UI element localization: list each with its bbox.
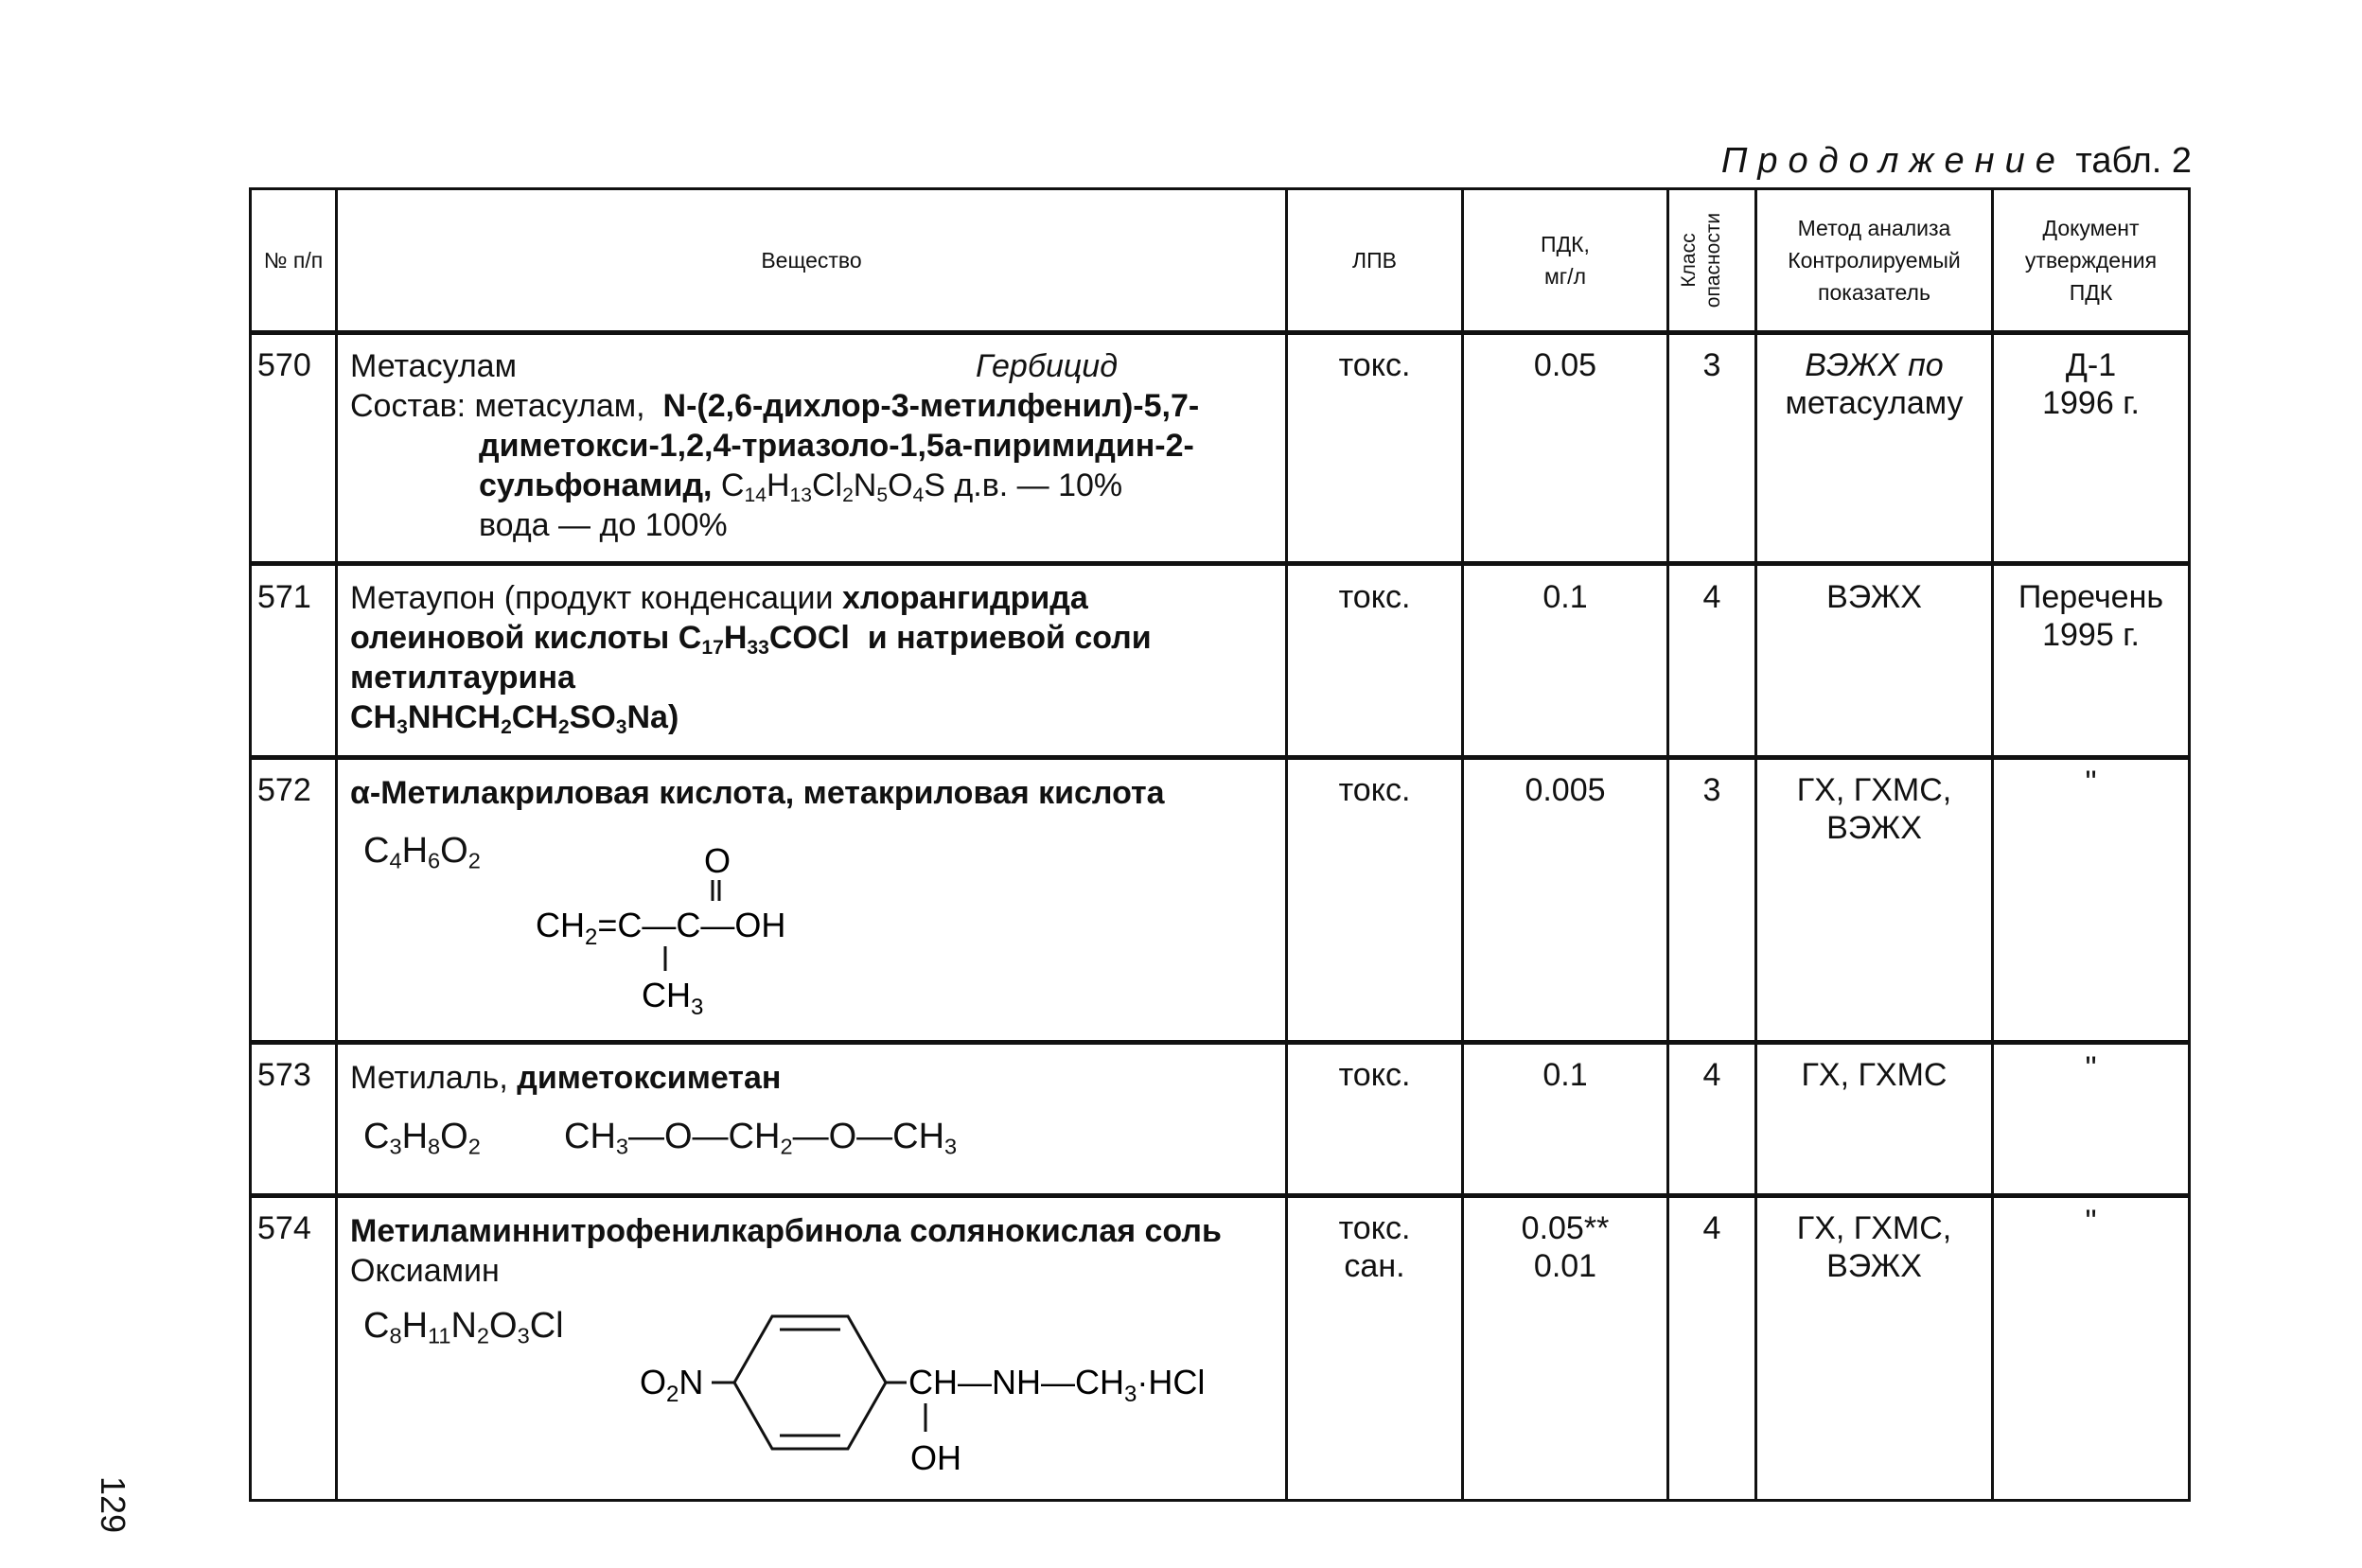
row-573-pdk: 0.1 [1542,1057,1588,1093]
row-571-formula1: $C_{17}H_{33}COCl$ [678,620,850,659]
row-570-composition-bold1: N-(2,6-дихлор-3-метилфенил)-5,7- [662,388,1200,424]
row-573-class: 4 [1702,1057,1721,1093]
row-574-alias: Оксиамин [350,1253,500,1289]
row-571-doc-line1: Перечень [2018,579,2164,615]
row-573-name-bold: диметоксиметан [517,1060,782,1096]
row-574-structure-oh: OH [910,1438,961,1477]
row-570-formula-tail: д.в. — 10% [954,467,1123,503]
row-571-class: 4 [1702,579,1721,615]
row-570-formula: $C_{14}H_{13}Cl_2N_5O_4S$ [720,467,945,506]
data-table [249,187,2191,1502]
row-571-lpv: токс. [1338,579,1411,615]
header-method-line1: Метод анализа [1797,216,1951,240]
header-doc-line3: ПДК [2069,280,2113,305]
header-substance: Вещество [761,248,862,273]
row-574-name: Метиламиннитрофенилкарбинола солянокислая соль [350,1213,1222,1249]
row-573-method: ГХ, ГХМС [1801,1057,1948,1093]
row-574-class: 4 [1702,1210,1721,1246]
row-570-doc [1994,346,2188,422]
row-573-substance [350,1058,1278,1098]
header-num: № п/п [263,248,324,273]
row-574-lpv [1288,1209,1461,1285]
row-570-substance [350,346,1278,545]
col-divider [1461,190,1464,1499]
row-570-composition-bold3: сульфонамид, [479,467,713,503]
row-572-method [1757,771,1991,847]
row-571-formula2: $CH_3NHCH_2CH_2SO_3Na$) [350,699,679,738]
row-570-method [1757,346,1991,422]
row-574-pdk-line1: 0.05** [1521,1210,1610,1246]
row-570-num: 570 [257,347,311,383]
caption-continuation: Продолжение [1720,141,2066,181]
row-571-name-line2-bold: олеиновой кислоты [350,620,670,656]
row-570-class: 3 [1702,347,1721,383]
row-571-name-line3: метилтаурина [350,660,575,696]
row-571-name-line1-bold: хлорангидрида [841,580,1088,616]
col-divider [335,190,338,1499]
row-574-pdk-line2: 0.01 [1533,1248,1597,1284]
row-571-substance [350,578,1278,737]
row-570-water: вода — до 100% [479,507,728,543]
table-caption [1684,140,2192,182]
row-571-doc-line2: 1995 г. [2042,617,2140,653]
row-574-doc: " [2085,1204,2097,1240]
row-574-structure-right: $CH—NH—CH_3\cdot HCl$ [908,1363,1206,1407]
row-570-composition-label: Состав: метасулам, [350,388,645,424]
row-570-pdk: 0.05 [1533,347,1597,383]
row-572-doc: " [2085,765,2097,801]
row-573-structure: $CH_3—O—CH_2—O—CH_3$ [564,1117,958,1159]
header-lpv: ЛПВ [1352,248,1397,273]
header-class-line1: Класс [1678,233,1700,288]
header-doc-line1: Документ [2042,216,2140,240]
row-572-name: α-Метилакриловая кислота, метакриловая кислота [350,775,1165,811]
row-573-lpv: токс. [1338,1057,1411,1093]
header-method [1757,190,1991,330]
row-573-formula: $C_3H_8O_2$ [363,1117,481,1159]
row-574-method-line2: ВЭЖХ [1826,1248,1922,1284]
row-571-name-line2-tail: и натриевой соли [867,620,1152,656]
row-574-lpv-line1: токс. [1338,1210,1411,1246]
row-divider [252,561,2188,566]
header-pdk-line2: мг/л [1543,264,1586,289]
row-572-structure-chain: $CH_2=C—C—OH$ [536,906,786,950]
row-572-pdk: 0.005 [1525,772,1606,808]
col-divider [1285,190,1288,1499]
row-divider [252,1193,2188,1198]
row-570-name: Метасулам [350,348,517,384]
row-570-tag: Гербицид [976,348,1118,384]
row-571-pdk: 0.1 [1542,579,1588,615]
row-574-method-line1: ГХ, ГХМС, [1796,1210,1952,1246]
header-method-line2: Контролируемый [1788,248,1961,273]
row-574-structure-left: $O_2N$ [640,1363,704,1407]
row-574-lpv-line2: сан. [1344,1248,1405,1284]
row-573-num: 573 [257,1057,311,1093]
row-570-doc-line2: 1996 г. [2042,385,2140,421]
row-574-formula: $C_8H_{11}N_2O_3Cl$ [363,1306,564,1348]
row-571-doc [1994,578,2188,654]
row-572-lpv: токс. [1338,772,1411,808]
row-572-structure-o: O [704,841,732,880]
row-572-num: 572 [257,772,311,808]
row-570-doc-line1: Д-1 [2065,347,2117,383]
row-572-formula: $C_4H_6O_2$ [363,831,481,873]
row-570-method-line2: метасуламу [1785,385,1964,421]
header-pdk [1464,190,1666,330]
row-572-class: 3 [1702,772,1721,808]
row-divider [252,1040,2188,1045]
page-number: 129 [94,1476,132,1534]
row-573-name-plain: Метилаль, [350,1060,508,1096]
row-571-name-line1-plain: Метаупон (продукт конденсации [350,580,834,616]
row-574-pdk [1464,1209,1666,1285]
row-570-composition-bold2: диметокси-1,2,4-триазоло-1,5а-пиримидин-2- [479,428,1194,464]
header-class-line2: опасности [1702,212,1724,308]
row-572-structure-ch3: $CH_3$ [642,976,704,1018]
caption-table-ref: табл. 2 [2065,141,2192,181]
row-571-method: ВЭЖХ [1826,579,1922,615]
row-574-num: 574 [257,1210,311,1246]
row-570-method-line1: ВЭЖХ по [1805,347,1944,383]
row-572-method-line2: ВЭЖХ [1826,810,1922,846]
header-doc [1994,190,2188,330]
row-570-lpv: токс. [1338,347,1411,383]
header-class [1658,190,1745,330]
col-divider [1666,190,1669,1499]
row-divider [252,755,2188,760]
row-574-method [1757,1209,1991,1285]
row-574-structure [640,1260,1245,1496]
header-doc-line2: утверждения [2024,248,2158,273]
header-pdk-line1: ПДК, [1541,232,1590,256]
header-method-line3: показатель [1818,280,1930,305]
row-572-method-line1: ГХ, ГХМС, [1796,772,1952,808]
row-572-structure [536,838,876,1018]
row-571-num: 571 [257,579,311,615]
row-573-doc: " [2085,1050,2097,1086]
row-divider [252,330,2188,335]
